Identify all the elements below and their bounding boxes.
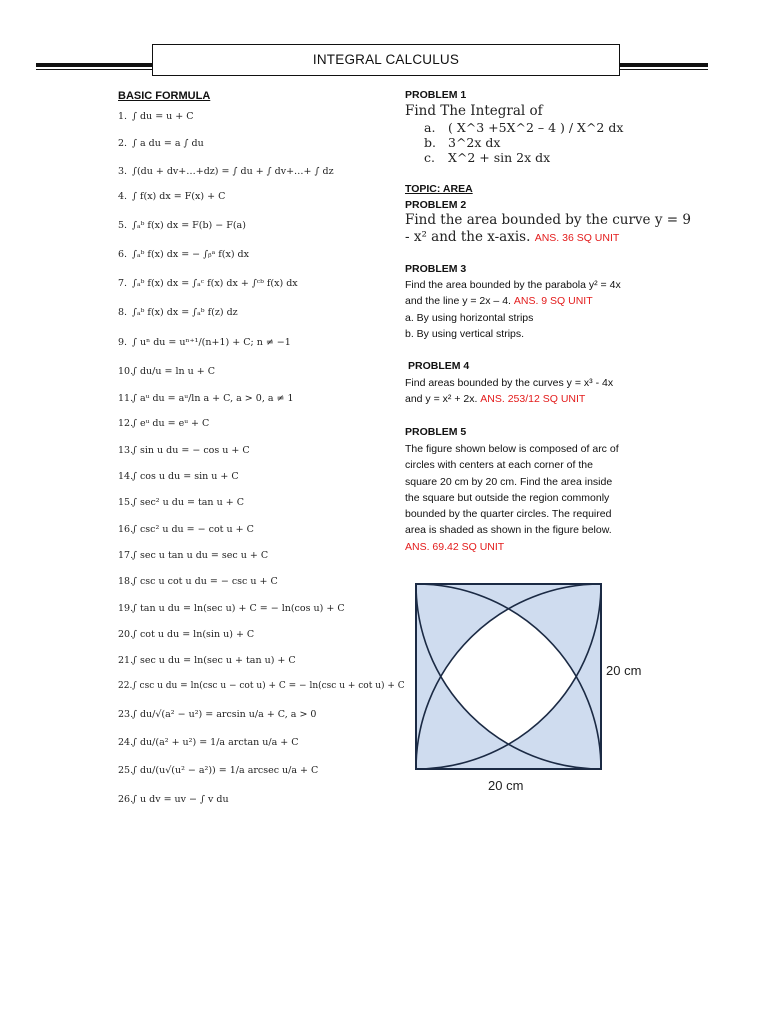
formula-expression: ∫ tan u du = ln(sec u) + C = − ln(cos u) + C	[132, 603, 345, 614]
header-rule-left	[36, 63, 154, 67]
formula-number: 11.	[118, 393, 134, 404]
formula-expression: ∫ sin u du = − cos u + C	[132, 445, 250, 456]
formula-1	[118, 111, 194, 122]
formula-5	[118, 220, 246, 231]
formula-number: 6.	[118, 249, 128, 260]
formula-16	[118, 524, 254, 535]
problem-2-line-2	[405, 229, 619, 245]
topic-heading: TOPIC: AREA	[405, 183, 473, 195]
problem-1-item-b	[424, 135, 500, 150]
problem-2-line-1: Find the area bounded by the curve y = 9	[405, 212, 691, 228]
formula-number: 8.	[118, 307, 128, 318]
formula-number: 3.	[118, 166, 128, 177]
formula-expression: ∫ f(x) dx = F(x) + C	[132, 191, 226, 202]
formula-number: 20.	[118, 629, 134, 640]
formula-21	[118, 655, 296, 666]
formula-expression: ∫ sec u du = ln(sec u + tan u) + C	[132, 655, 296, 666]
formula-expression: ∫ du/(a² + u²) = 1/a arctan u/a + C	[132, 737, 299, 748]
problem-4-line-1: Find areas bounded by the curves y = x³ - 4x	[405, 377, 614, 389]
problem-2-answer: ANS. 36 SQ UNIT	[534, 232, 620, 244]
formula-expression: ∫ cot u du = ln(sin u) + C	[132, 629, 255, 640]
formula-number: 25.	[118, 765, 134, 776]
formula-expression: ∫ sec u tan u du = sec u + C	[132, 550, 269, 561]
formula-19	[118, 603, 345, 614]
formula-number: 17.	[118, 550, 134, 561]
problem-3-answer: ANS. 9 SQ UNIT	[513, 295, 593, 308]
formula-number: 7.	[118, 278, 128, 289]
page-title: INTEGRAL CALCULUS	[152, 44, 620, 76]
formula-number: 19.	[118, 603, 134, 614]
problem-4-answer: ANS. 253/12 SQ UNIT	[480, 393, 586, 406]
quarter-circles-figure	[400, 575, 660, 805]
formula-20	[118, 629, 254, 640]
formula-10	[118, 366, 215, 377]
problem-4-body	[405, 375, 655, 408]
formula-3	[118, 166, 334, 177]
formula-expression: ∫ sec² u du = tan u + C	[132, 497, 244, 508]
formula-expression: ∫ u dv = uv − ∫ v du	[132, 794, 229, 805]
item-expression: 3^2x dx	[448, 135, 501, 150]
problem-5-body	[405, 441, 655, 555]
item-label: b.	[424, 135, 436, 150]
formula-expression: ∫ cos u du = sin u + C	[132, 471, 239, 482]
problem-5-line-5: bounded by the quarter circles. The required	[405, 508, 612, 521]
problem-1-heading: PROBLEM 1	[405, 89, 467, 101]
problem-5-line-3: square 20 cm by 20 cm. Find the area inside	[405, 475, 613, 488]
formula-2	[118, 138, 204, 149]
item-expression: ( X^3 +5X^2 – 4 ) / X^2 dx	[448, 120, 624, 135]
formula-expression: ∫ a du = a ∫ du	[132, 138, 204, 149]
formula-18	[118, 576, 278, 587]
formula-number: 16.	[118, 524, 134, 535]
problem-5-answer: ANS. 69.42 SQ UNIT	[405, 540, 505, 553]
formula-6	[118, 249, 249, 260]
formula-26	[118, 794, 229, 805]
formula-expression: ∫ du/√(a² − u²) = arcsin u/a + C, a > 0	[132, 709, 317, 720]
formula-expression: ∫ uⁿ du = uⁿ⁺¹/(n+1) + C; n ≠ −1	[132, 337, 291, 348]
formula-17	[118, 550, 268, 561]
problem-3-heading: PROBLEM 3	[405, 263, 467, 275]
formula-15	[118, 497, 244, 508]
problem-5-heading: PROBLEM 5	[405, 426, 467, 438]
formula-11	[118, 393, 294, 404]
formula-number: 26.	[118, 794, 134, 805]
problem-5-line-1: The figure shown below is composed of arc of	[405, 443, 619, 455]
formula-number: 18.	[118, 576, 134, 587]
header-rule-right	[620, 63, 708, 67]
formula-number: 1.	[118, 111, 128, 122]
formula-number: 2.	[118, 138, 128, 149]
problem-3-option-a: a. By using horizontal strips	[405, 311, 534, 324]
formula-number: 13.	[118, 445, 134, 456]
formula-expression: ∫ₐᵇ f(x) dx = F(b) − F(a)	[132, 220, 246, 231]
formula-number: 14.	[118, 471, 134, 482]
formula-number: 22.	[118, 681, 133, 691]
formula-expression: ∫ du/(u√(u² − a²)) = 1/a arcsec u/a + C	[132, 765, 319, 776]
formula-expression: ∫ du = u + C	[132, 111, 194, 122]
problem-4-text: and y = x² + 2x.	[405, 393, 478, 406]
formula-7	[118, 278, 298, 289]
problem-2-text: - x² and the x-axis.	[405, 229, 531, 245]
problem-4-heading: PROBLEM 4	[408, 360, 470, 372]
problem-3-body	[405, 277, 655, 342]
formula-expression: ∫(du + dv+…+dz) = ∫ du + ∫ dv+…+ ∫ dz	[132, 166, 334, 177]
formula-number: 15.	[118, 497, 134, 508]
formula-23	[118, 709, 316, 720]
formula-expression: ∫ du/u = ln u + C	[132, 366, 216, 377]
problem-1-item-c	[424, 150, 550, 165]
formula-25	[118, 765, 318, 776]
formula-number: 9.	[118, 337, 128, 348]
problem-3-text: and the line y = 2x – 4.	[405, 295, 511, 308]
formula-expression: ∫ₐᵇ f(x) dx = − ∫ᵦᵃ f(x) dx	[132, 249, 249, 260]
problem-1-prompt: Find The Integral of	[405, 103, 543, 119]
formula-expression: ∫ eᵘ du = eᵘ + C	[132, 418, 210, 429]
header-rule-right-thin	[620, 69, 708, 70]
formula-22	[118, 681, 405, 691]
problem-5-line-4: the square but outside the region commonly	[405, 491, 610, 504]
side-dimension-label: 20 cm	[606, 663, 642, 678]
formula-13	[118, 445, 250, 456]
item-label: a.	[424, 120, 436, 135]
problem-3-line-1: Find the area bounded by the parabola y² = 4x	[405, 279, 621, 291]
formula-expression: ∫ₐᵇ f(x) dx = ∫ₐᵇ f(z) dz	[132, 307, 238, 318]
formula-number: 4.	[118, 191, 128, 202]
formula-8	[118, 307, 238, 318]
formula-number: 23.	[118, 709, 134, 720]
basic-formula-heading: BASIC FORMULA	[118, 90, 211, 102]
formula-expression: ∫ₐᵇ f(x) dx = ∫ₐᶜ f(x) dx + ∫ᶜᵇ f(x) dx	[132, 278, 298, 289]
formula-expression: ∫ csc u du = ln(csc u − cot u) + C = − ln(csc u + cot u) + C	[132, 681, 405, 691]
problem-5-line-6: area is shaded as shown in the figure below.	[405, 524, 612, 537]
formula-24	[118, 737, 299, 748]
formula-number: 24.	[118, 737, 134, 748]
formula-expression: ∫ aᵘ du = aᵘ/ln a + C, a > 0, a ≠ 1	[132, 393, 294, 404]
problem-3-option-b: b. By using vertical strips.	[405, 327, 525, 340]
formula-number: 12.	[118, 418, 134, 429]
formula-14	[118, 471, 239, 482]
bottom-dimension-label: 20 cm	[488, 778, 524, 793]
formula-expression: ∫ csc u cot u du = − csc u + C	[132, 576, 278, 587]
problem-2-heading: PROBLEM 2	[405, 199, 467, 211]
formula-9	[118, 337, 291, 348]
header-rule-left-thin	[36, 69, 154, 70]
formula-number: 5.	[118, 220, 128, 231]
formula-number: 21.	[118, 655, 134, 666]
item-label: c.	[424, 150, 435, 165]
formula-number: 10.	[118, 366, 134, 377]
problem-5-line-2: circles with centers at each corner of the	[405, 459, 593, 472]
item-expression: X^2 + sin 2x dx	[448, 150, 551, 165]
formula-4	[118, 191, 225, 202]
formula-12	[118, 418, 209, 429]
problem-3-line-2	[405, 293, 655, 309]
formula-expression: ∫ csc² u du = − cot u + C	[132, 524, 254, 535]
problem-4-line-2	[405, 391, 655, 407]
problem-1-item-a	[424, 120, 623, 135]
